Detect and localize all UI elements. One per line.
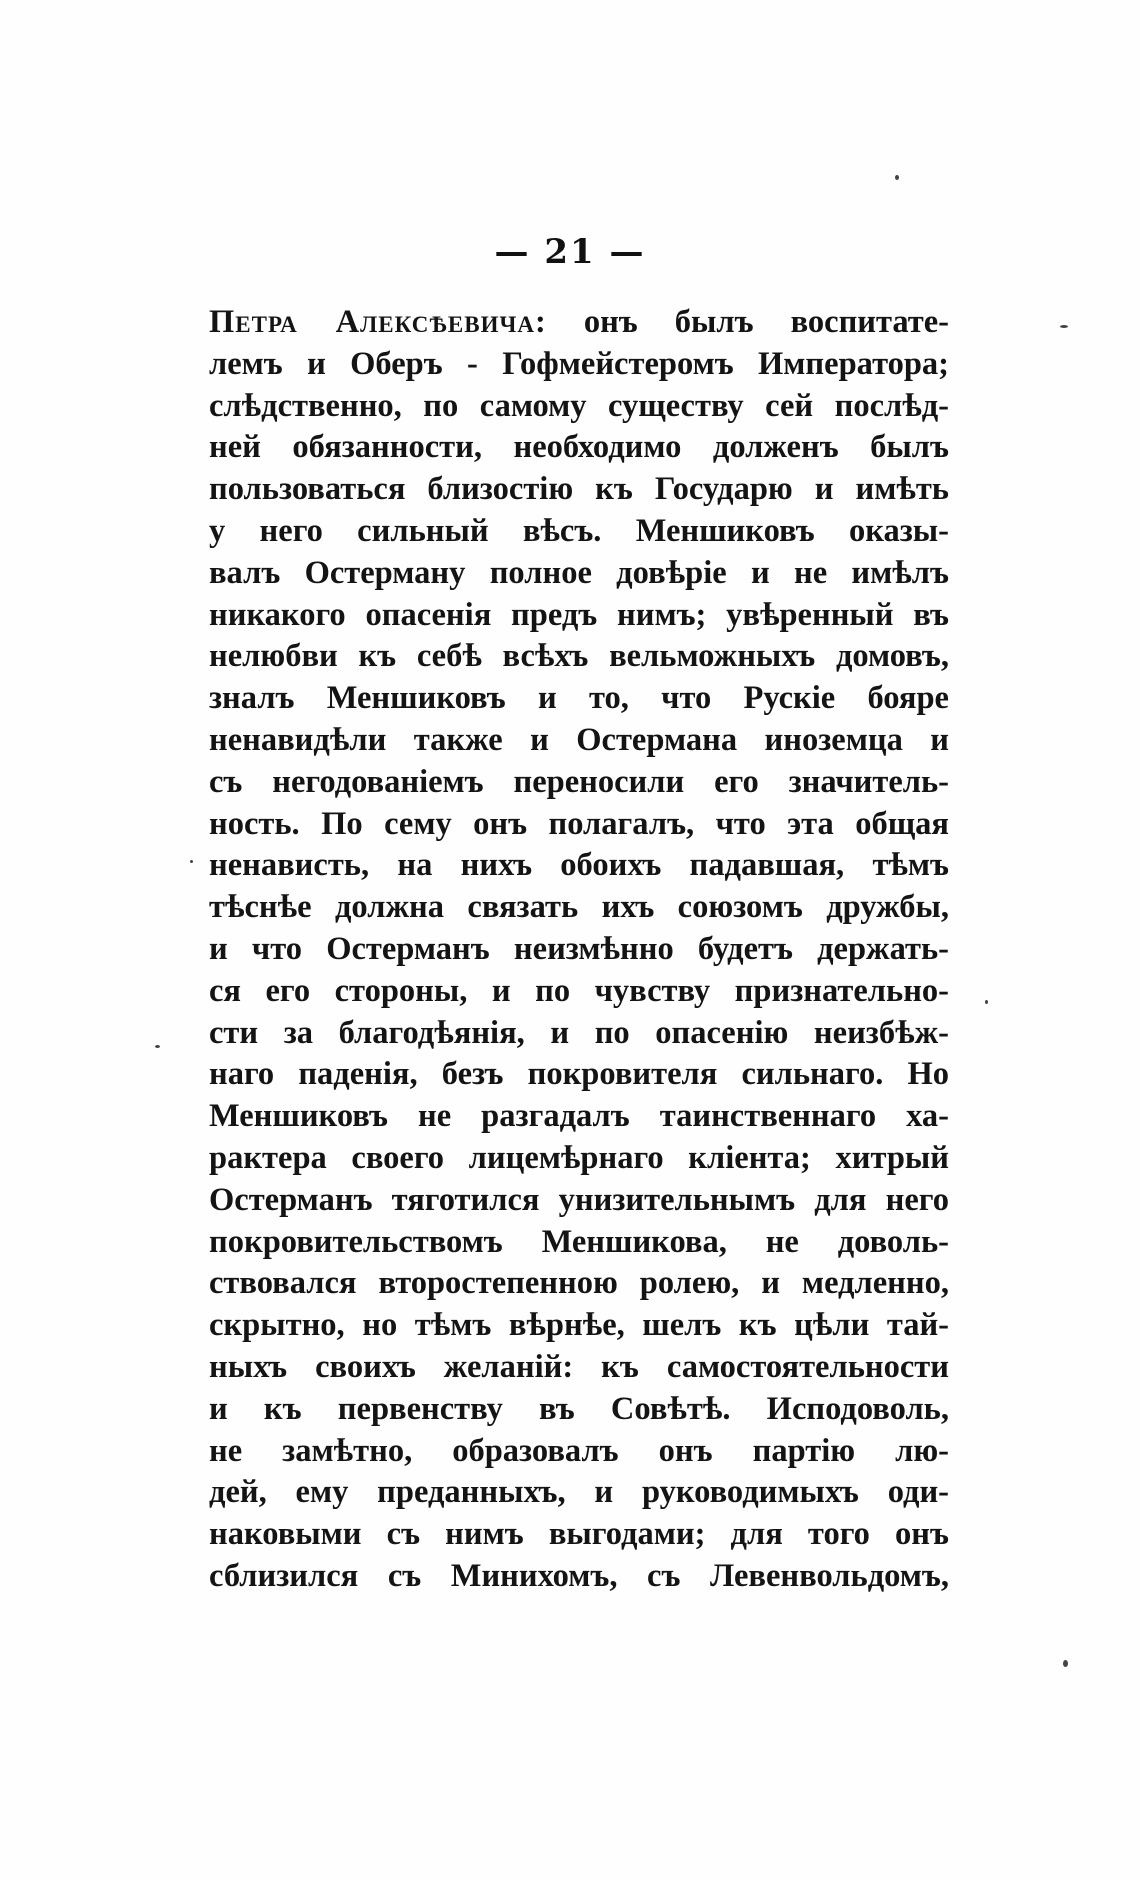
- text-line: рактера своего лицемѣрнаго кліента; хитрый: [209, 1139, 949, 1176]
- text-line: Меншиковъ не разгадалъ таинственнаго ха-: [209, 1098, 949, 1135]
- text-line: ненависть, на нихъ обоихъ падавшая, тѣмъ: [209, 847, 949, 884]
- line-text: онъ былъ воспитате-: [546, 304, 950, 340]
- text-line: никакого опасенія предъ нимъ; увѣренный въ: [209, 596, 949, 633]
- text-line: пользоваться близостію къ Государю и имѣть: [209, 471, 949, 508]
- text-line: покровительствомъ Меншикова, не доволь-: [209, 1223, 949, 1260]
- body-text: [209, 302, 949, 1598]
- text-line: Остерманъ тяготился унизительнымъ для него: [209, 1181, 949, 1218]
- text-line: скрытно, но тѣмъ вѣрнѣе, шелъ къ цѣли тай-: [209, 1307, 949, 1344]
- print-speck: [1060, 325, 1068, 328]
- print-speck: [895, 175, 899, 180]
- text-line: наковыми съ нимъ выгодами; для того онъ: [209, 1516, 949, 1553]
- text-line: ся его стороны, и по чувству признательно-: [209, 972, 949, 1009]
- text-line: ненавидѣли также и Остермана иноземца и: [209, 721, 949, 758]
- text-line: и что Остерманъ неизмѣнно будетъ держать-: [209, 930, 949, 967]
- text-line: тѣснѣе должна связать ихъ союзомъ дружбы,: [209, 889, 949, 926]
- print-speck: [190, 860, 193, 863]
- text-line: наго паденія, безъ покровителя сильнаго. Но: [209, 1056, 949, 1093]
- text-line: у него сильный вѣсъ. Меншиковъ оказы-: [209, 512, 949, 549]
- page-number: — 21 —: [494, 232, 646, 272]
- text-line: сблизился съ Минихомъ, съ Левенвольдомъ,: [209, 1557, 949, 1594]
- text-line: ней обязанности, необходимо долженъ былъ: [209, 429, 949, 466]
- text-line: ствовался второстепенною ролею, и медленно,: [209, 1265, 949, 1302]
- print-speck: [155, 1045, 160, 1048]
- text-line: ныхъ своихъ желаній: къ самостоятельности: [209, 1348, 949, 1385]
- text-line: [209, 302, 949, 344]
- text-line: нелюбви къ себѣ всѣхъ вельможныхъ домовъ,: [209, 638, 949, 675]
- print-speck: [1063, 1660, 1068, 1667]
- text-line: дей, ему преданныхъ, и руководимыхъ оди-: [209, 1474, 949, 1511]
- text-line: зналъ Меншиковъ и то, что Рускіе бояре: [209, 680, 949, 717]
- text-line: не замѣтно, образовалъ онъ партію лю-: [209, 1432, 949, 1469]
- text-line: и къ первенству въ Совѣтѣ. Исподоволь,: [209, 1390, 949, 1427]
- text-line: слѣдственно, по самому существу сей послѣд-: [209, 387, 949, 424]
- text-line: ность. По сему онъ полагалъ, что эта общая: [209, 805, 949, 842]
- text-line: съ негодованіемъ переносили его значитель-: [209, 763, 949, 800]
- text-line: лемъ и Оберъ - Гофмейстеромъ Императора;: [209, 345, 949, 382]
- print-speck: [985, 1000, 988, 1004]
- text-line: валъ Остерману полное довѣріе и не имѣлъ: [209, 554, 949, 591]
- running-name: Петра Алексѣевича:: [209, 304, 547, 340]
- text-line: сти за благодѣянія, и по опасенію неизбѣж-: [209, 1014, 949, 1051]
